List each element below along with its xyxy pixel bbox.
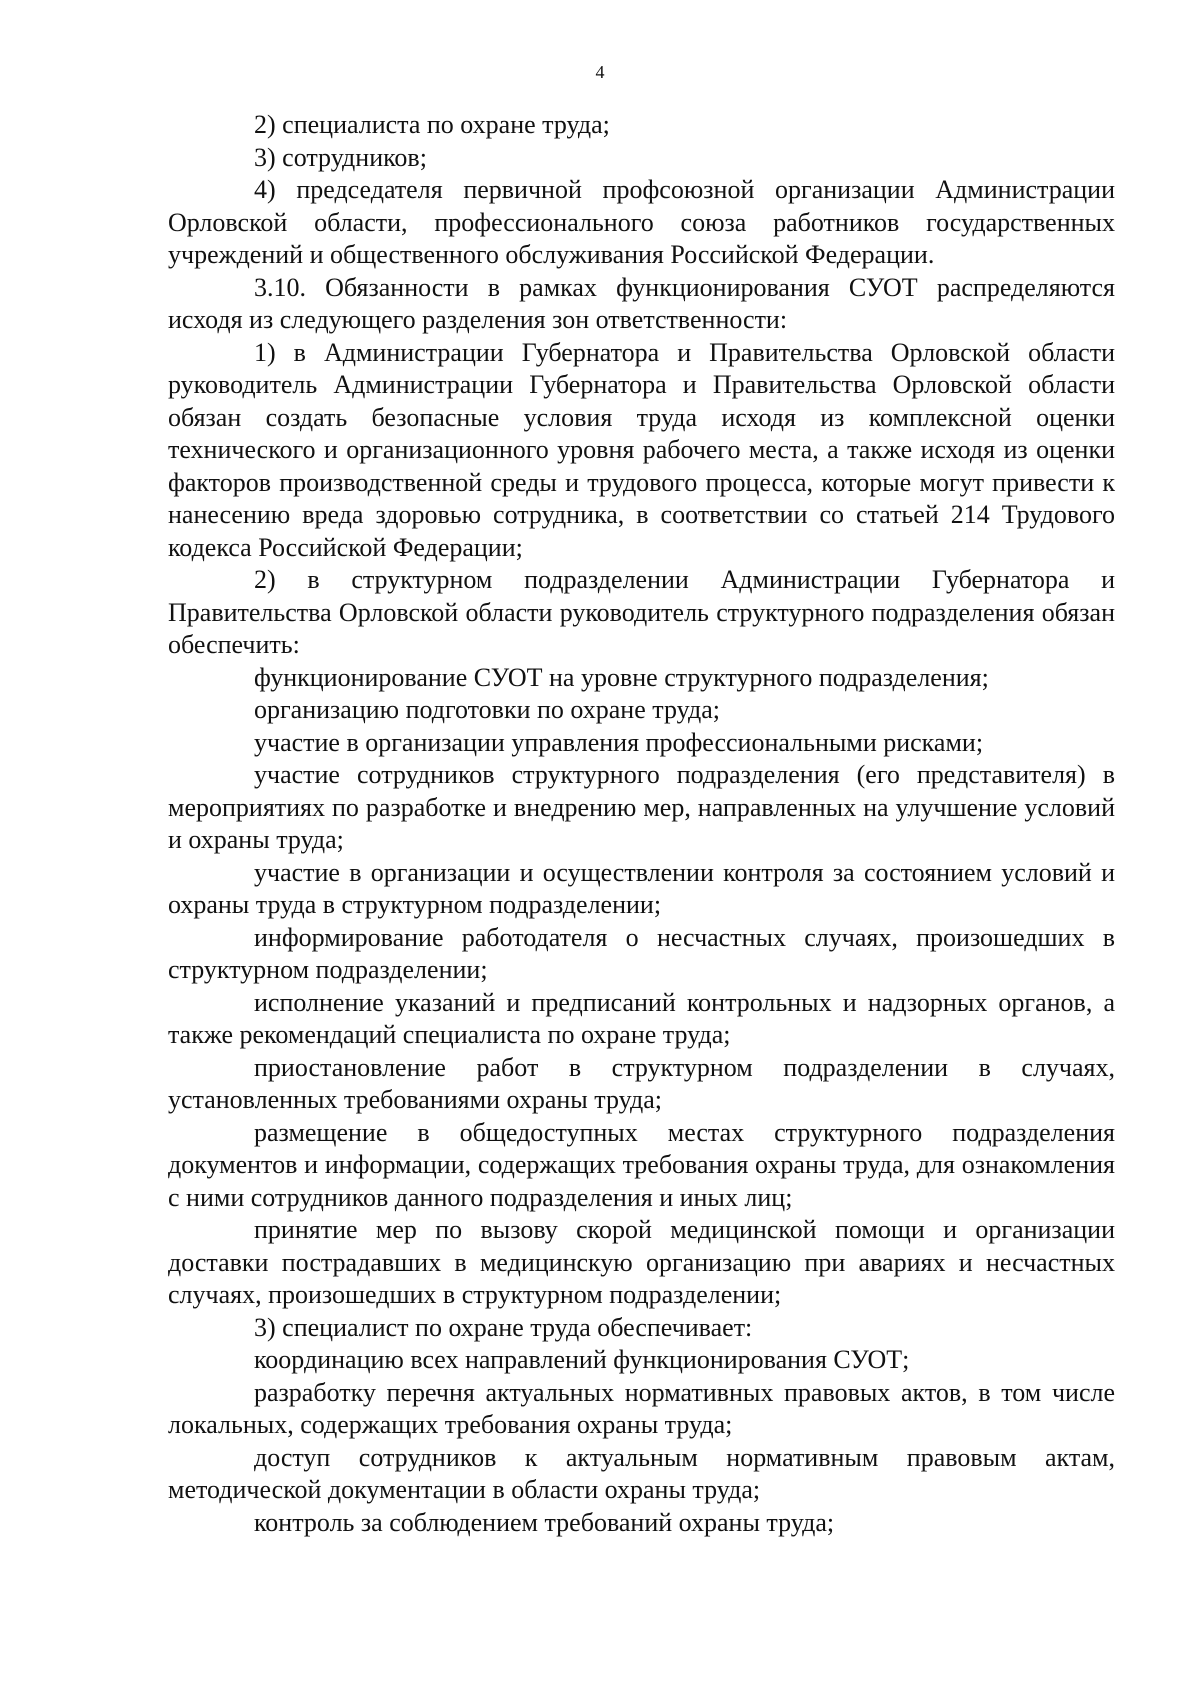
paragraph: 2) в структурном подразделении Администрации Губернатора и Правительства Орловской области руководитель структурного подразделения обязан обеспечить: [168, 565, 1115, 659]
paragraph: исполнение указаний и предписаний контрольных и надзорных органов, а также рекомендаций специалиста по охране труда; [168, 987, 1115, 1049]
paragraph: участие в организации управления профессиональными рисками; [254, 727, 984, 757]
paragraph: координацию всех направлений функционирования СУОТ; [254, 1345, 910, 1374]
paragraph: 3.10. Обязанности в рамках функционирования СУОТ распределяются исходя из следующего разделения зон ответственности: [168, 272, 1115, 334]
paragraph: участие в организации и осуществлении контроля за состоянием условий и охраны труда в структурном подразделении; [168, 857, 1115, 919]
page-number: 4 [595, 62, 605, 82]
paragraph: участие сотрудников структурного подразделения (его представителя) в мероприятиях по разработке и внедрению мер, направленных на улучшение условий и охраны труда; [168, 760, 1115, 854]
paragraph: размещение в общедоступных местах структурного подразделения документов и информации, содержащих требования охраны труда, для ознакомления с ними сотрудников данного подразделения и иных лиц; [168, 1117, 1115, 1212]
paragraph: разработку перечня актуальных нормативных правовых актов, в том числе локальных, содержащих требования охраны труда; [168, 1377, 1115, 1439]
paragraph: приостановление работ в структурном подразделении в случаях, установленных требованиями охраны труда; [168, 1052, 1115, 1114]
paragraph: организацию подготовки по охране труда; [254, 695, 720, 724]
paragraph: 1) в Администрации Губернатора и Правительства Орловской области руководитель Администрации Губернатора и Правительства Орловской области обязан создать безопасные условия труда исходя из комплексной оценки технического и организационного уровня рабочего места, а также исходя из оценки факторов производственной среды и трудового процесса, которые могут привести к нанесению вреда здоровью сотрудника, в соответствии со статьей 214 Трудового кодекса Российской Федерации; [168, 337, 1115, 562]
paragraph: 4) председателя первичной профсоюзной организации Администрации Орловской области, профессионального союза работников государственных учреждений и общественного обслуживания Российской Федерации. [168, 175, 1115, 269]
paragraph: 2) специалиста по охране труда; [254, 110, 610, 139]
paragraph: 3) специалист по охране труда обеспечивает: [254, 1312, 753, 1342]
paragraph: контроль за соблюдением требований охраны труда; [254, 1507, 835, 1537]
paragraph: доступ сотрудников к актуальным нормативным правовым актам, методической документации в области охраны труда; [168, 1442, 1115, 1504]
paragraph: 3) сотрудников; [254, 142, 427, 172]
paragraph: функционирование СУОТ на уровне структурного подразделения; [254, 662, 989, 692]
document-body [168, 109, 1115, 1539]
paragraph: информирование работодателя о несчастных случаях, произошедших в структурном подразделении; [168, 922, 1115, 984]
paragraph: принятие мер по вызову скорой медицинской помощи и организации доставки пострадавших в медицинскую организацию при авариях и несчастных случаях, произошедших в структурном подразделении; [168, 1215, 1115, 1309]
